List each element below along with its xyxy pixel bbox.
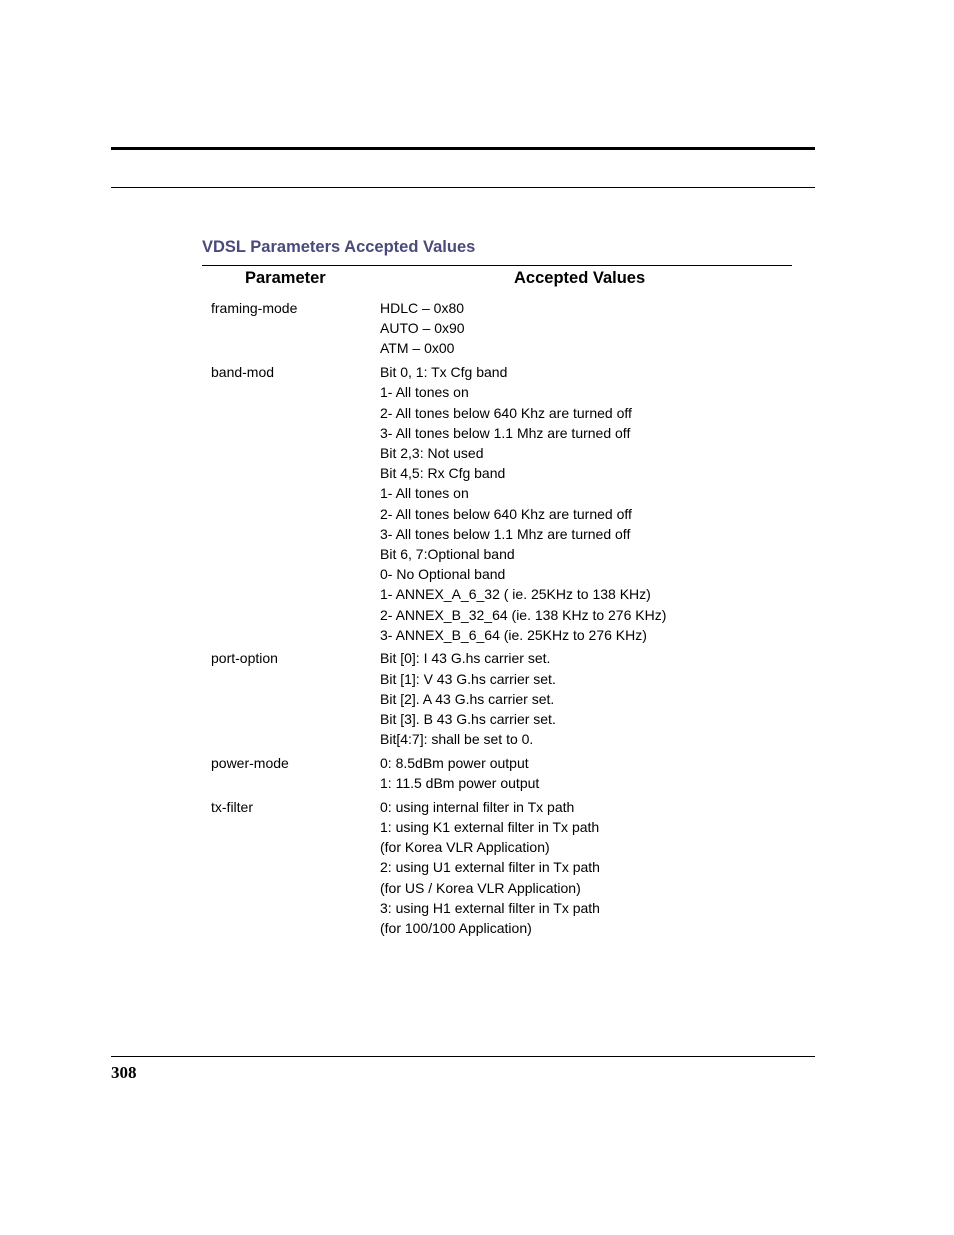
- value-line: 0: using internal filter in Tx path: [380, 798, 575, 815]
- value-line: Bit [1]: V 43 G.hs carrier set.: [380, 670, 556, 687]
- parameters-table-body: [211, 298, 791, 942]
- value-line: 3: using H1 external filter in Tx path: [380, 899, 600, 916]
- parameter-name: power-mode: [211, 754, 289, 771]
- value-line: Bit 4,5: Rx Cfg band: [380, 465, 506, 482]
- column-header-parameter: Parameter: [245, 269, 326, 287]
- table-top-rule: [202, 265, 792, 266]
- value-line: 0: 8.5dBm power output: [380, 754, 529, 771]
- column-header-accepted-values: Accepted Values: [514, 269, 646, 287]
- footer-rule: [111, 1056, 815, 1057]
- table-row: [211, 362, 791, 645]
- page-number: 308: [111, 1063, 137, 1082]
- value-line: 0- No Optional band: [380, 566, 506, 583]
- parameter-name: band-mod: [211, 364, 275, 381]
- table-row: [211, 298, 791, 359]
- value-line: ATM – 0x00: [380, 340, 455, 357]
- parameter-name: tx-filter: [211, 798, 253, 815]
- value-line: Bit [2]. A 43 G.hs carrier set.: [380, 690, 555, 707]
- value-line: 1: 11.5 dBm power output: [380, 775, 540, 792]
- table-row: [211, 797, 791, 938]
- value-line: 3- All tones below 1.1 Mhz are turned off: [380, 424, 631, 441]
- header-rule-thick: [111, 147, 815, 150]
- accepted-values-cell: [380, 797, 791, 938]
- value-line: Bit[4:7]: shall be set to 0.: [380, 731, 534, 748]
- value-line: 1- All tones on: [380, 485, 469, 502]
- value-line: AUTO – 0x90: [380, 320, 465, 337]
- value-line: Bit 2,3: Not used: [380, 444, 484, 461]
- table-row: [211, 648, 791, 749]
- value-line: 2: using U1 external filter in Tx path: [380, 859, 600, 876]
- accepted-values-cell: [380, 362, 791, 645]
- value-line: 3- All tones below 1.1 Mhz are turned off: [380, 525, 631, 542]
- value-line: Bit [0]: I 43 G.hs carrier set.: [380, 650, 551, 667]
- value-line: Bit 6, 7:Optional band: [380, 545, 515, 562]
- value-line: (for US / Korea VLR Application): [380, 879, 581, 896]
- header-rule-thin: [111, 187, 815, 188]
- value-line: 3- ANNEX_B_6_64 (ie. 25KHz to 276 KHz): [380, 626, 647, 643]
- value-line: Bit 0, 1: Tx Cfg band: [380, 364, 508, 381]
- accepted-values-cell: [380, 648, 791, 749]
- value-line: 1- ANNEX_A_6_32 ( ie. 25KHz to 138 KHz): [380, 586, 651, 603]
- parameter-name: port-option: [211, 650, 278, 667]
- accepted-values-cell: [380, 298, 791, 359]
- value-line: (for 100/100 Application): [380, 920, 532, 937]
- value-line: 2- All tones below 640 Khz are turned off: [380, 404, 632, 421]
- value-line: HDLC – 0x80: [380, 300, 465, 316]
- value-line: 1: using K1 external filter in Tx path: [380, 819, 600, 836]
- value-line: 2- All tones below 640 Khz are turned off: [380, 505, 632, 522]
- parameter-name: framing-mode: [211, 300, 298, 316]
- value-line: 2- ANNEX_B_32_64 (ie. 138 KHz to 276 KHz): [380, 606, 667, 623]
- table-row: [211, 753, 791, 793]
- accepted-values-cell: [380, 753, 791, 793]
- value-line: (for Korea VLR Application): [380, 839, 550, 856]
- value-line: Bit [3]. B 43 G.hs carrier set.: [380, 711, 556, 728]
- value-line: 1- All tones on: [380, 384, 469, 401]
- table-title: VDSL Parameters Accepted Values: [202, 238, 476, 256]
